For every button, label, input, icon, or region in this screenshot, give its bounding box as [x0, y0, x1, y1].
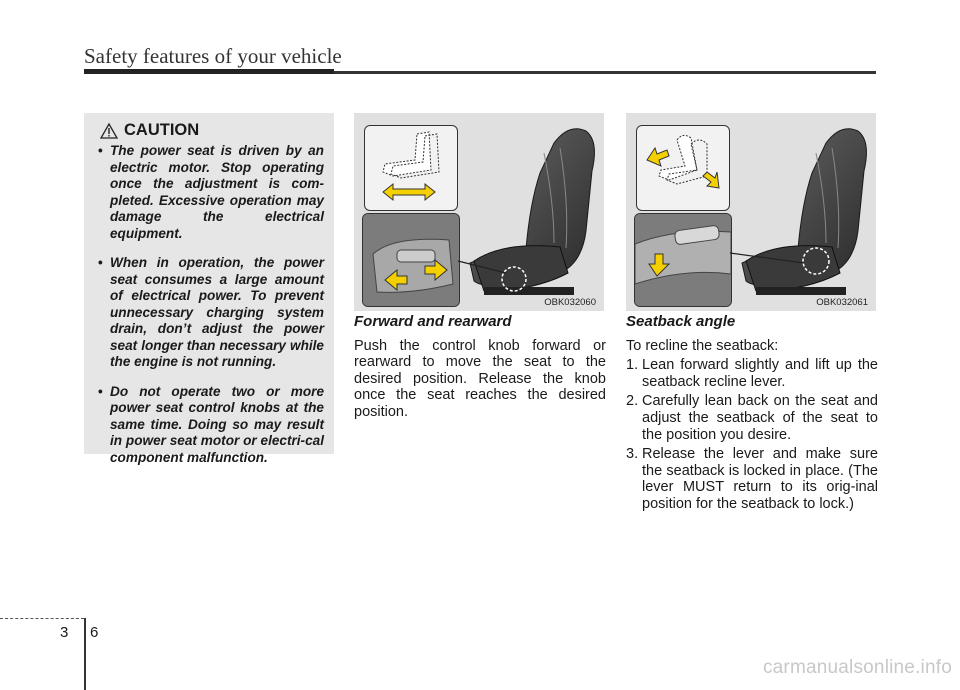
section-heading: Seatback angle [626, 313, 736, 330]
section-heading: Forward and rearward [354, 313, 512, 330]
page-header-title: Safety features of your vehicle [84, 44, 342, 68]
step-item: 1. Lean forward slightly and lift up the seatback recline lever. [626, 357, 878, 390]
step-item: 2. Carefully lean back on the seat and adjust the seatback of the seat to the position you desire. [626, 393, 878, 443]
callout-line [354, 113, 604, 311]
figure-code: OBK032060 [544, 297, 596, 308]
header-rule [84, 71, 876, 74]
callout-line [626, 113, 876, 311]
figure-seatback-angle [626, 113, 876, 311]
watermark: carmanualsonline.info [762, 657, 952, 678]
caution-item: • Do not operate two or more power seat control knobs at the same time. Doing so may result in power seat motor or electri-cal component malfunction. [98, 384, 324, 467]
figure-seat-forward-rearward [354, 113, 604, 311]
caution-item: • The power seat is driven by an electric motor. Stop operating once the adjustment is com-pleted. Excessive operation may damage the electrical equipment. [98, 143, 324, 242]
caution-list [98, 143, 324, 466]
footer-vertical-rule [84, 618, 86, 690]
section-body: Push the control knob forward or rearward to move the seat to the desired position. Release the knob once the seat reaches the desired position. [354, 337, 606, 420]
seatback-angle-section [626, 314, 878, 516]
caution-title: CAUTION [124, 121, 200, 139]
forward-rearward-section [354, 314, 606, 421]
caution-item: • When in operation, the power seat consumes a large amount of electrical power. To prevent unnecessary charging system drain, don’t adjust the power seat longer than necessary while the engine is not running. [98, 255, 324, 371]
footer-dashed-rule [0, 618, 84, 619]
page-number: 6 [90, 624, 99, 641]
step-item: 3. Release the lever and make sure the seatback is locked in place. (The lever MUST return to its orig-inal position for the seatback to lock.) [626, 446, 878, 512]
figure-code: OBK032061 [816, 297, 868, 308]
section-intro: To recline the seatback: [626, 337, 779, 354]
caution-box [84, 113, 334, 465]
warning-triangle-icon [100, 123, 118, 139]
steps-list [626, 357, 878, 512]
caution-heading [100, 121, 324, 140]
page-section-number: 3 [60, 624, 69, 641]
